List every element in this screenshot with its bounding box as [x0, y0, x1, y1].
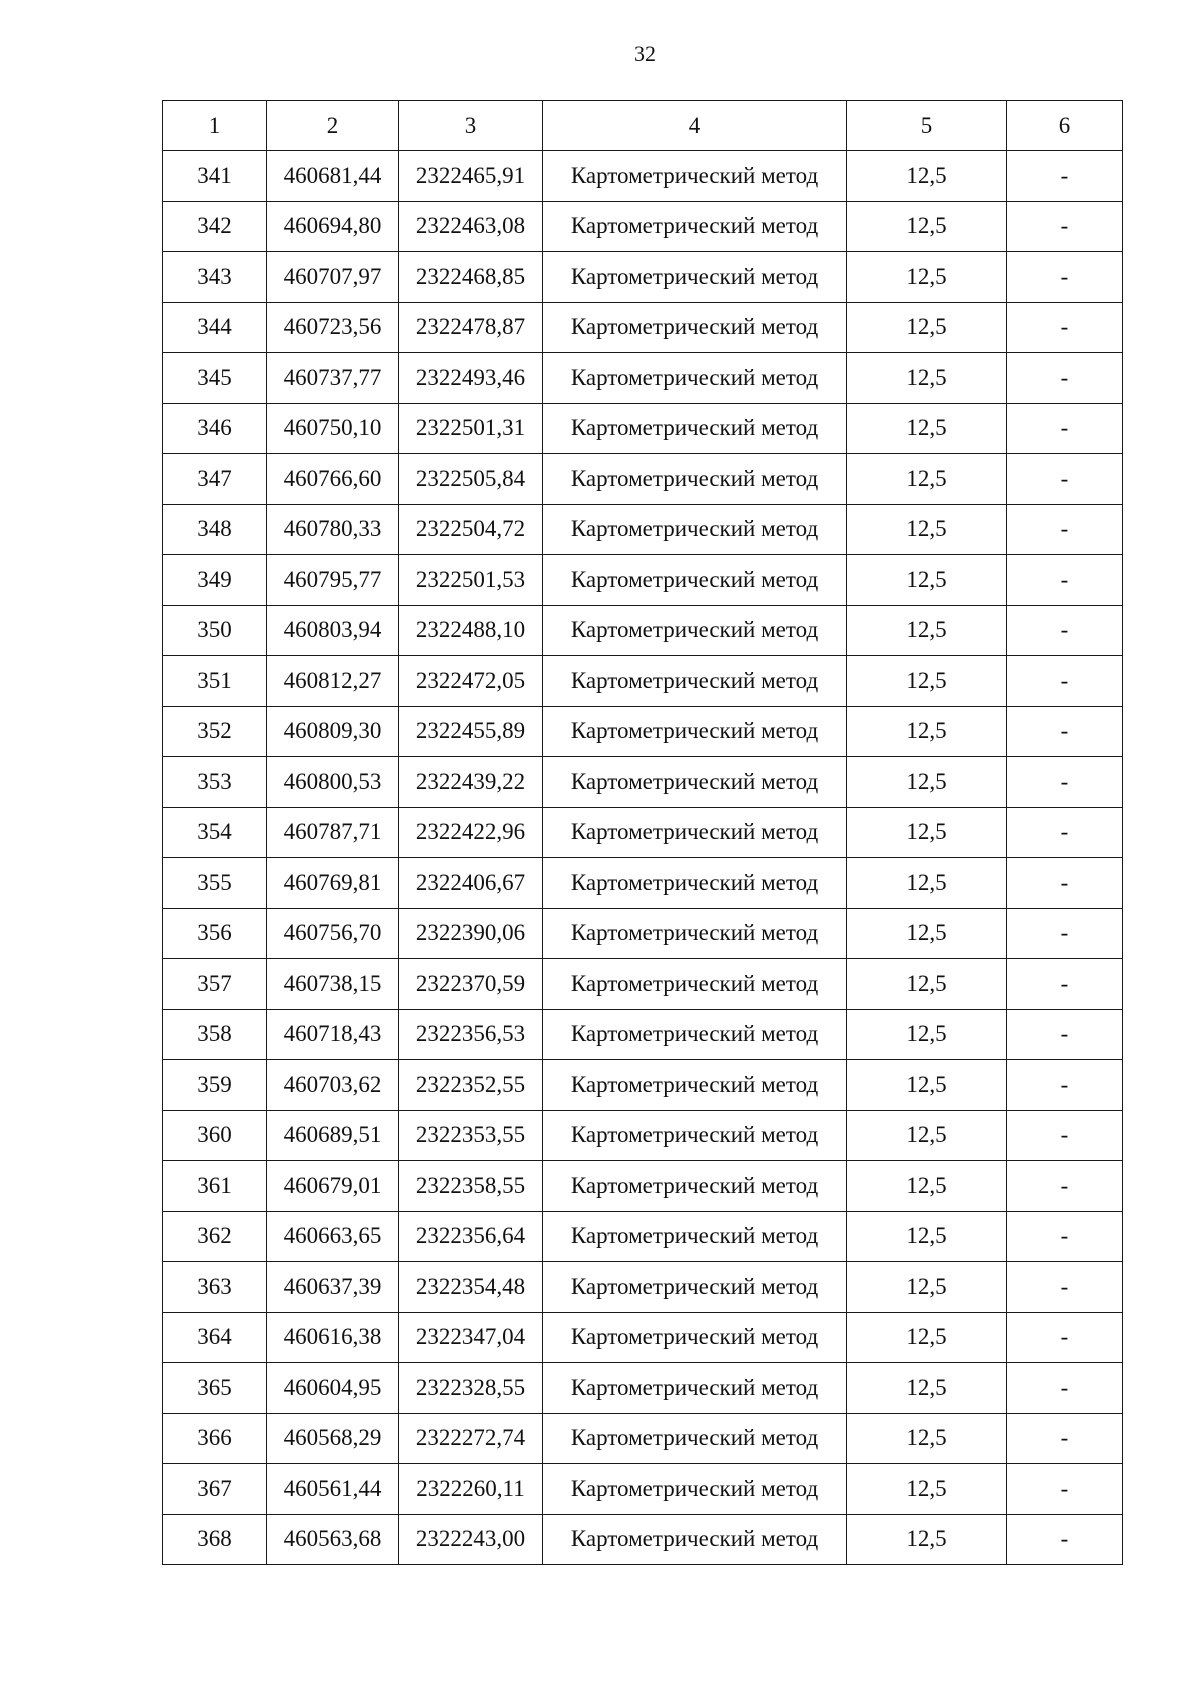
y-coordinate-cell: 2322356,64: [399, 1211, 543, 1262]
method-cell: Картометрический метод: [543, 555, 847, 606]
point-number-cell: 356: [163, 908, 267, 959]
x-coordinate-cell: 460616,38: [267, 1312, 399, 1363]
accuracy-cell: 12,5: [847, 656, 1007, 707]
accuracy-cell: 12,5: [847, 605, 1007, 656]
x-coordinate-cell: 460750,10: [267, 403, 399, 454]
y-coordinate-cell: 2322468,85: [399, 252, 543, 303]
x-coordinate-cell: 460756,70: [267, 908, 399, 959]
method-cell: Картометрический метод: [543, 504, 847, 555]
table-row: [163, 151, 1123, 202]
table-row: [163, 252, 1123, 303]
y-coordinate-cell: 2322478,87: [399, 302, 543, 353]
accuracy-cell: 12,5: [847, 1110, 1007, 1161]
point-number-cell: 343: [163, 252, 267, 303]
point-number-cell: 350: [163, 605, 267, 656]
table-row: [163, 1514, 1123, 1565]
table-row: [163, 454, 1123, 505]
method-cell: Картометрический метод: [543, 908, 847, 959]
table-row: [163, 403, 1123, 454]
y-coordinate-cell: 2322472,05: [399, 656, 543, 707]
y-coordinate-cell: 2322501,31: [399, 403, 543, 454]
note-cell: -: [1007, 1514, 1123, 1565]
table-row: [163, 1262, 1123, 1313]
table-row: [163, 959, 1123, 1010]
point-number-cell: 342: [163, 201, 267, 252]
point-number-cell: 355: [163, 858, 267, 909]
note-cell: -: [1007, 151, 1123, 202]
table-row: [163, 353, 1123, 404]
accuracy-cell: 12,5: [847, 403, 1007, 454]
y-coordinate-cell: 2322352,55: [399, 1060, 543, 1111]
method-cell: Картометрический метод: [543, 1262, 847, 1313]
x-coordinate-cell: 460568,29: [267, 1413, 399, 1464]
point-number-cell: 347: [163, 454, 267, 505]
point-number-cell: 345: [163, 353, 267, 404]
accuracy-cell: 12,5: [847, 1312, 1007, 1363]
note-cell: -: [1007, 807, 1123, 858]
y-coordinate-cell: 2322358,55: [399, 1161, 543, 1212]
y-coordinate-cell: 2322501,53: [399, 555, 543, 606]
page-number: 32: [634, 41, 656, 66]
point-number-cell: 364: [163, 1312, 267, 1363]
note-cell: -: [1007, 1110, 1123, 1161]
table-row: [163, 656, 1123, 707]
accuracy-cell: 12,5: [847, 504, 1007, 555]
y-coordinate-cell: 2322353,55: [399, 1110, 543, 1161]
table-row: [163, 555, 1123, 606]
method-cell: Картометрический метод: [543, 605, 847, 656]
note-cell: -: [1007, 656, 1123, 707]
table-header-row: [163, 101, 1123, 151]
table-row: [163, 1312, 1123, 1363]
point-number-cell: 348: [163, 504, 267, 555]
note-cell: -: [1007, 252, 1123, 303]
method-cell: Картометрический метод: [543, 706, 847, 757]
accuracy-cell: 12,5: [847, 807, 1007, 858]
method-cell: Картометрический метод: [543, 959, 847, 1010]
method-cell: Картометрический метод: [543, 201, 847, 252]
y-coordinate-cell: 2322504,72: [399, 504, 543, 555]
y-coordinate-cell: 2322505,84: [399, 454, 543, 505]
note-cell: -: [1007, 605, 1123, 656]
x-coordinate-cell: 460800,53: [267, 757, 399, 808]
table-row: [163, 504, 1123, 555]
method-cell: Картометрический метод: [543, 656, 847, 707]
method-cell: Картометрический метод: [543, 1514, 847, 1565]
x-coordinate-cell: 460795,77: [267, 555, 399, 606]
table-row: [163, 1060, 1123, 1111]
x-coordinate-cell: 460679,01: [267, 1161, 399, 1212]
note-cell: -: [1007, 1060, 1123, 1111]
accuracy-cell: 12,5: [847, 252, 1007, 303]
x-coordinate-cell: 460787,71: [267, 807, 399, 858]
accuracy-cell: 12,5: [847, 959, 1007, 1010]
coordinates-table: [162, 100, 1123, 1565]
x-coordinate-cell: 460812,27: [267, 656, 399, 707]
x-coordinate-cell: 460561,44: [267, 1464, 399, 1515]
x-coordinate-cell: 460780,33: [267, 504, 399, 555]
accuracy-cell: 12,5: [847, 858, 1007, 909]
x-coordinate-cell: 460604,95: [267, 1363, 399, 1414]
y-coordinate-cell: 2322260,11: [399, 1464, 543, 1515]
note-cell: -: [1007, 1009, 1123, 1060]
method-cell: Картометрический метод: [543, 1464, 847, 1515]
x-coordinate-cell: 460694,80: [267, 201, 399, 252]
table-row: [163, 1363, 1123, 1414]
x-coordinate-cell: 460681,44: [267, 151, 399, 202]
table-row: [163, 1464, 1123, 1515]
method-cell: Картометрический метод: [543, 1211, 847, 1262]
note-cell: -: [1007, 1312, 1123, 1363]
accuracy-cell: 12,5: [847, 1262, 1007, 1313]
table-row: [163, 858, 1123, 909]
note-cell: -: [1007, 555, 1123, 606]
table-row: [163, 757, 1123, 808]
x-coordinate-cell: 460703,62: [267, 1060, 399, 1111]
table-row: [163, 1009, 1123, 1060]
note-cell: -: [1007, 1262, 1123, 1313]
note-cell: -: [1007, 1413, 1123, 1464]
point-number-cell: 361: [163, 1161, 267, 1212]
x-coordinate-cell: 460563,68: [267, 1514, 399, 1565]
note-cell: -: [1007, 1211, 1123, 1262]
y-coordinate-cell: 2322347,04: [399, 1312, 543, 1363]
note-cell: -: [1007, 858, 1123, 909]
x-coordinate-cell: 460809,30: [267, 706, 399, 757]
x-coordinate-cell: 460803,94: [267, 605, 399, 656]
x-coordinate-cell: 460766,60: [267, 454, 399, 505]
point-number-cell: 365: [163, 1363, 267, 1414]
method-cell: Картометрический метод: [543, 1312, 847, 1363]
method-cell: Картометрический метод: [543, 302, 847, 353]
column-header-4: 4: [543, 101, 847, 151]
point-number-cell: 352: [163, 706, 267, 757]
point-number-cell: 341: [163, 151, 267, 202]
accuracy-cell: 12,5: [847, 757, 1007, 808]
y-coordinate-cell: 2322463,08: [399, 201, 543, 252]
method-cell: Картометрический метод: [543, 807, 847, 858]
accuracy-cell: 12,5: [847, 1363, 1007, 1414]
x-coordinate-cell: 460723,56: [267, 302, 399, 353]
accuracy-cell: 12,5: [847, 1413, 1007, 1464]
accuracy-cell: 12,5: [847, 908, 1007, 959]
x-coordinate-cell: 460718,43: [267, 1009, 399, 1060]
note-cell: -: [1007, 454, 1123, 505]
accuracy-cell: 12,5: [847, 201, 1007, 252]
method-cell: Картометрический метод: [543, 858, 847, 909]
note-cell: -: [1007, 757, 1123, 808]
accuracy-cell: 12,5: [847, 1060, 1007, 1111]
table-row: [163, 1161, 1123, 1212]
y-coordinate-cell: 2322328,55: [399, 1363, 543, 1414]
method-cell: Картометрический метод: [543, 353, 847, 404]
point-number-cell: 349: [163, 555, 267, 606]
accuracy-cell: 12,5: [847, 1464, 1007, 1515]
x-coordinate-cell: 460737,77: [267, 353, 399, 404]
y-coordinate-cell: 2322455,89: [399, 706, 543, 757]
table-row: [163, 807, 1123, 858]
accuracy-cell: 12,5: [847, 555, 1007, 606]
y-coordinate-cell: 2322356,53: [399, 1009, 543, 1060]
note-cell: -: [1007, 504, 1123, 555]
table-row: [163, 908, 1123, 959]
accuracy-cell: 12,5: [847, 302, 1007, 353]
method-cell: Картометрический метод: [543, 151, 847, 202]
column-header-1: 1: [163, 101, 267, 151]
x-coordinate-cell: 460689,51: [267, 1110, 399, 1161]
table-row: [163, 706, 1123, 757]
y-coordinate-cell: 2322488,10: [399, 605, 543, 656]
accuracy-cell: 12,5: [847, 1514, 1007, 1565]
accuracy-cell: 12,5: [847, 1161, 1007, 1212]
y-coordinate-cell: 2322465,91: [399, 151, 543, 202]
table-row: [163, 1211, 1123, 1262]
column-header-3: 3: [399, 101, 543, 151]
point-number-cell: 360: [163, 1110, 267, 1161]
table-row: [163, 302, 1123, 353]
method-cell: Картометрический метод: [543, 403, 847, 454]
point-number-cell: 353: [163, 757, 267, 808]
column-header-5: 5: [847, 101, 1007, 151]
y-coordinate-cell: 2322354,48: [399, 1262, 543, 1313]
method-cell: Картометрический метод: [543, 757, 847, 808]
y-coordinate-cell: 2322439,22: [399, 757, 543, 808]
table-row: [163, 1110, 1123, 1161]
x-coordinate-cell: 460663,65: [267, 1211, 399, 1262]
x-coordinate-cell: 460738,15: [267, 959, 399, 1010]
y-coordinate-cell: 2322390,06: [399, 908, 543, 959]
x-coordinate-cell: 460637,39: [267, 1262, 399, 1313]
column-header-6: 6: [1007, 101, 1123, 151]
accuracy-cell: 12,5: [847, 353, 1007, 404]
method-cell: Картометрический метод: [543, 1161, 847, 1212]
y-coordinate-cell: 2322406,67: [399, 858, 543, 909]
method-cell: Картометрический метод: [543, 1110, 847, 1161]
point-number-cell: 357: [163, 959, 267, 1010]
point-number-cell: 354: [163, 807, 267, 858]
point-number-cell: 362: [163, 1211, 267, 1262]
point-number-cell: 358: [163, 1009, 267, 1060]
table-row: [163, 1413, 1123, 1464]
x-coordinate-cell: 460769,81: [267, 858, 399, 909]
point-number-cell: 346: [163, 403, 267, 454]
point-number-cell: 351: [163, 656, 267, 707]
accuracy-cell: 12,5: [847, 454, 1007, 505]
point-number-cell: 344: [163, 302, 267, 353]
note-cell: -: [1007, 201, 1123, 252]
method-cell: Картометрический метод: [543, 1060, 847, 1111]
x-coordinate-cell: 460707,97: [267, 252, 399, 303]
note-cell: -: [1007, 1161, 1123, 1212]
point-number-cell: 367: [163, 1464, 267, 1515]
accuracy-cell: 12,5: [847, 1009, 1007, 1060]
coordinates-table-body: [163, 101, 1123, 1565]
y-coordinate-cell: 2322370,59: [399, 959, 543, 1010]
column-header-2: 2: [267, 101, 399, 151]
method-cell: Картометрический метод: [543, 454, 847, 505]
y-coordinate-cell: 2322243,00: [399, 1514, 543, 1565]
note-cell: -: [1007, 908, 1123, 959]
note-cell: -: [1007, 706, 1123, 757]
method-cell: Картометрический метод: [543, 1009, 847, 1060]
point-number-cell: 366: [163, 1413, 267, 1464]
note-cell: -: [1007, 1464, 1123, 1515]
table-row: [163, 201, 1123, 252]
method-cell: Картометрический метод: [543, 1363, 847, 1414]
note-cell: -: [1007, 403, 1123, 454]
accuracy-cell: 12,5: [847, 706, 1007, 757]
y-coordinate-cell: 2322422,96: [399, 807, 543, 858]
table-row: [163, 605, 1123, 656]
point-number-cell: 363: [163, 1262, 267, 1313]
note-cell: -: [1007, 959, 1123, 1010]
note-cell: -: [1007, 1363, 1123, 1414]
y-coordinate-cell: 2322272,74: [399, 1413, 543, 1464]
note-cell: -: [1007, 302, 1123, 353]
point-number-cell: 359: [163, 1060, 267, 1111]
note-cell: -: [1007, 353, 1123, 404]
point-number-cell: 368: [163, 1514, 267, 1565]
accuracy-cell: 12,5: [847, 151, 1007, 202]
method-cell: Картометрический метод: [543, 252, 847, 303]
method-cell: Картометрический метод: [543, 1413, 847, 1464]
y-coordinate-cell: 2322493,46: [399, 353, 543, 404]
accuracy-cell: 12,5: [847, 1211, 1007, 1262]
